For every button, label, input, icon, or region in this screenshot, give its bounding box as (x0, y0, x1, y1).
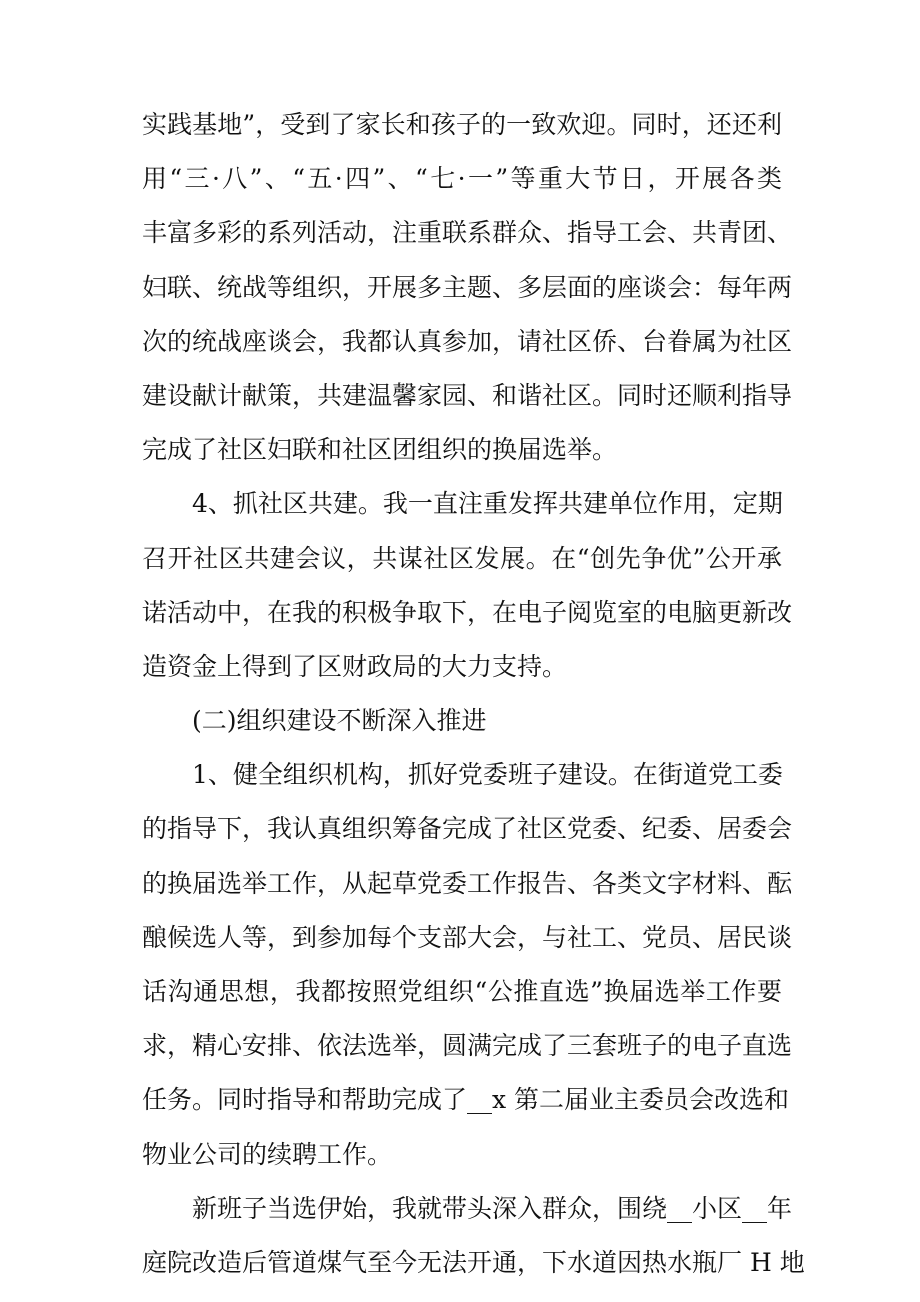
text-line: 求，精心安排、依法选举，圆满完成了三套班子的电子直选 (142, 1031, 793, 1061)
body-text (142, 98, 805, 1290)
text-line: 妇联、统战等组织，开展多主题、多层面的座谈会：每年两 (142, 272, 793, 302)
text-line: 酿候选人等，到参加每个支部大会，与社工、党员、居民谈 (142, 922, 793, 952)
text-line: 完成了社区妇联和社区团组织的换届选举。 (142, 435, 618, 465)
section-heading: (二)组织建设不断深入推进 (192, 706, 487, 736)
text-line: 诺活动中，在我的积极争取下，在电子阅览室的电脑更新改 (142, 597, 793, 627)
text-line: 实践基地”，受到了家长和孩子的一致欢迎。同时，还还利 (142, 110, 782, 139)
text-line: 的指导下，我认真组织筹备完成了社区党委、纪委、居委会 (142, 814, 793, 844)
text-line: 话沟通思想，我都按照党组织“公推直选”换届选举工作要 (142, 977, 782, 1006)
text-line: 1、健全组织机构，抓好党委班子建设。在街道党工委 (192, 760, 783, 790)
text-line: 物业公司的续聘工作。 (142, 1139, 393, 1169)
text-line: 次的统战座谈会，我都认真参加，请社区侨、台眷属为社区 (142, 326, 793, 356)
text-line: 建设献计献策，共建温馨家园、和谐社区。同时还顺利指导 (142, 380, 793, 410)
text-line: 丰富多彩的系列活动，注重联系群众、指导工会、共青团、 (142, 218, 793, 248)
text-line: 用“三·八”、“五·四”、“七·一”等重大节日，开展各类 (142, 164, 782, 194)
text-line: 造资金上得到了区财政局的大力支持。 (142, 651, 568, 681)
text-line: 庭院改造后管道煤气至今无法开通，下水道因热水瓶厂 H 地 (142, 1247, 805, 1277)
text-line: 新班子当选伊始，我就带头深入群众，围绕__小区__年 (192, 1193, 793, 1223)
text-line: 的换届选举工作，从起草党委工作报告、各类文字材料、酝 (142, 868, 793, 898)
text-line: 任务。同时指导和帮助完成了__x 第二届业主委员会改选和 (142, 1085, 790, 1115)
text-line: 4、抓社区共建。我一直注重发挥共建单位作用，定期 (192, 489, 783, 519)
text-line: 召开社区共建会议，共谋社区发展。在“创先争优”公开承 (142, 543, 782, 573)
